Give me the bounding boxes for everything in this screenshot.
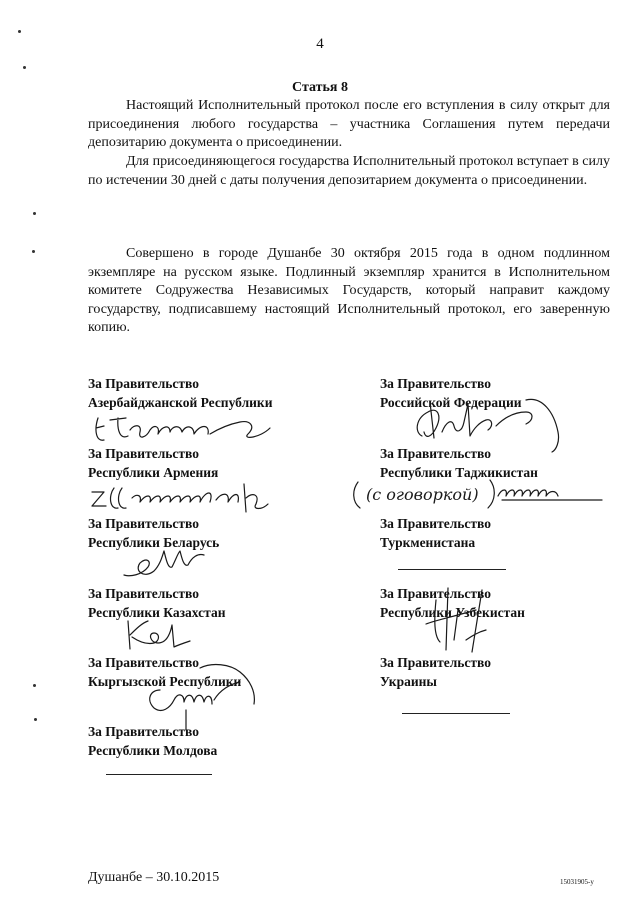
signatory-turkmenistan [380,515,491,552]
signatory-line1: За Правительство [88,586,199,601]
signatory-line1: За Правительство [88,724,199,739]
paragraph-entry-into-force: Для присоединяющегося государства Исполнительный протокол вступает в силу по истечении 30 дней с даты получения депозитарием документа о присоединении. [88,154,610,188]
article-title: Статья 8 [292,80,348,95]
signature-tajikistan [352,474,612,514]
signatory-line2: Украины [380,673,437,689]
signatory-line2: Российской Федерации [380,394,522,410]
signatory-line2: Республики Армения [88,464,219,480]
signatory-line2: Республики Молдова [88,742,218,758]
signature-armenia [88,480,278,516]
signatory-line1: За Правительство [380,446,491,461]
signature-kazakhstan [120,615,200,655]
margin-mark [23,66,26,69]
signature-uzbekistan [396,580,516,660]
signatory-line2: Республики Казахстан [88,604,226,620]
signatory-line1: За Правительство [88,516,199,531]
signatory-line1: За Правительство [380,655,491,670]
signatory-line1: За Правительство [380,376,491,391]
signature-line-ukraine [402,713,510,714]
signatory-line2: Республики Узбекистан [380,604,525,620]
signatory-line1: За Правительство [88,655,199,670]
signatory-moldova [88,723,217,760]
signatory-armenia [88,445,218,482]
signatory-line1: За Правительство [380,586,491,601]
signatory-line2: Республики Беларусь [88,534,220,550]
signatory-azerbaijan [88,375,273,412]
paragraph-accession: Настоящий Исполнительный протокол после его вступления в силу открыт для присоединения любого государства – участника Соглашения путем передачи депозитарию документа о присоединении. [88,98,610,150]
signatory-line2: Азербайджанской Республики [88,394,273,410]
tajikistan-reservation-note: (с оговоркой) [366,485,479,504]
margin-mark [32,250,35,253]
footer-place-date: Душанбе – 30.10.2015 [88,870,220,885]
signatory-line2: Кыргызской Республики [88,673,242,689]
margin-mark [18,30,21,33]
signatory-line2: Республики Таджикистан [380,464,538,480]
signature-line-turkmenistan [398,569,506,570]
signatory-line1: За Правительство [88,376,199,391]
signatory-line2: Туркменистана [380,534,476,550]
margin-mark [33,212,36,215]
margin-mark [34,718,37,721]
signature-line-moldova [106,774,212,775]
signatory-line1: За Правительство [380,516,491,531]
document-code: 15031905-у [560,878,594,886]
page-number: 4 [316,36,324,52]
margin-mark [33,684,36,687]
paragraph-done-at: Совершено в городе Душанбе 30 октября 2015 года в одном подлинном экземпляре на русском языке. Подлинный экземпляр хранится в Исполнительном комитете Содружества Независимых Государств, который направит каждому государству, подписавшему настоящий Исполнительный протокол, его заверенную копию. [88,246,610,335]
signature-belarus [118,545,218,585]
signatory-ukraine [380,654,491,691]
signatory-line1: За Правительство [88,446,199,461]
